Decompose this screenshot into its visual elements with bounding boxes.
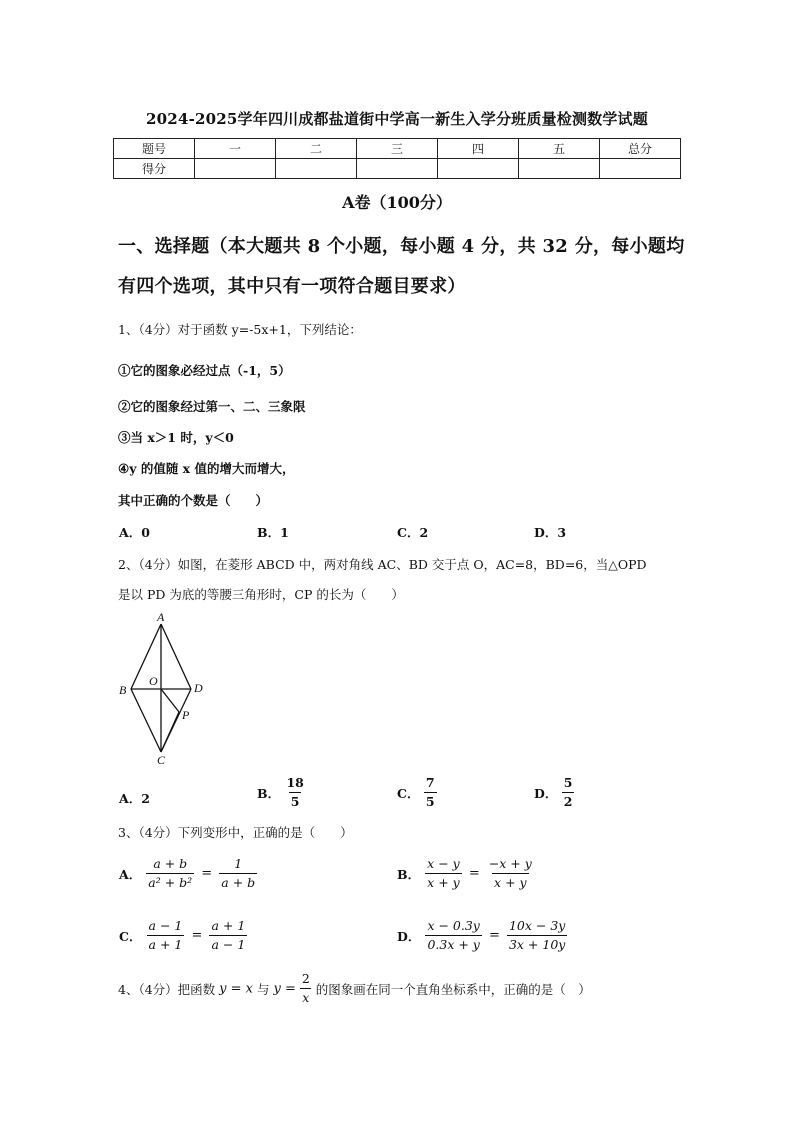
numerator: x − 0.3y: [427, 918, 480, 933]
score-table-header-cell: 一: [195, 139, 276, 159]
section-heading-line1: 一、选择题（本大题共 8 个小题，每小题 4 分，共 32 分，每小题均: [118, 236, 685, 257]
q2-stem-line1: 2、（4分）如图，在菱形 ABCD 中，两对角线 AC、BD 交于点 O，AC=8，BD=6，当△OPD: [118, 557, 647, 572]
q2-option-c-fraction: [424, 776, 437, 810]
q1-option-b[interactable]: B．1: [257, 525, 289, 540]
q4-function-2-left: y =: [273, 981, 296, 997]
q1-stem: 1、（4分）对于函数 y=-5x+1，下列结论：: [118, 322, 362, 337]
q4-function-2-fraction: [300, 972, 312, 1006]
q1-question: 其中正确的个数是（ ）: [118, 493, 269, 508]
label-d: D: [194, 681, 203, 695]
q3-c-left-fraction: [147, 919, 185, 953]
q1-statement-4: ④y 的值随 x 值的增大而增大，: [118, 461, 295, 476]
volume-a-heading: A卷（100分）: [342, 193, 452, 212]
denominator: a + 1: [148, 937, 183, 953]
denominator: a² + b²: [148, 875, 193, 891]
score-cell[interactable]: [438, 159, 519, 179]
edge-bc: [131, 689, 161, 752]
q3-a-left-fraction: [146, 857, 194, 891]
segment-op: [161, 689, 179, 712]
numerator: 5: [563, 775, 573, 790]
label-c: C: [157, 753, 166, 767]
q1-statement-3: ③当 x＞1 时，y＜0: [118, 430, 234, 445]
q2-option-b-fraction: [284, 776, 305, 810]
q3-a-right-fraction: [219, 857, 257, 891]
score-table-header-cell: 二: [276, 139, 357, 159]
denominator: x: [302, 990, 310, 1006]
equals-sign: =: [468, 866, 480, 882]
q3-c-right-fraction: [209, 919, 247, 953]
denominator: 3x + 10y: [508, 937, 566, 953]
label-p: P: [182, 708, 190, 722]
rhombus-figure: [110, 608, 220, 768]
q2-option-a-value: 2: [141, 791, 150, 806]
denominator: 5: [425, 794, 435, 810]
q2-option-d-fraction: [562, 776, 575, 810]
score-cell[interactable]: [195, 159, 276, 179]
score-cell[interactable]: [519, 159, 600, 179]
denominator: a + b: [221, 875, 256, 891]
denominator: 0.3x + y: [427, 937, 480, 953]
q3-option-c-label: C．: [119, 928, 142, 944]
numerator: 18: [286, 775, 304, 790]
segment-cp: [161, 712, 179, 752]
label-b: B: [119, 683, 127, 697]
score-table-header-cell: 五: [519, 139, 600, 159]
q2-option-b-label: B．: [257, 785, 281, 801]
score-table-score-row: [114, 159, 681, 179]
q3-option-b-label: B．: [397, 866, 421, 882]
score-table-header-row: [114, 139, 681, 159]
page-title: 2024-2025学年四川成都盐道街中学高一新生入学分班质量检测数学试题: [146, 110, 648, 128]
q3-stem: 3、（4分）下列变形中，正确的是（ ）: [118, 825, 353, 840]
numerator: a − 1: [148, 918, 183, 933]
q1-option-d[interactable]: D．3: [534, 525, 567, 540]
q3-option-d[interactable]: [397, 919, 567, 953]
denominator: x + y: [427, 875, 460, 891]
q4-stem: [118, 972, 591, 1006]
q1-option-c[interactable]: C．2: [397, 525, 429, 540]
numerator: −x + y: [488, 856, 532, 871]
q3-b-right-fraction: [487, 857, 534, 891]
numerator: 7: [425, 775, 435, 790]
q1-statement-2: ②它的图象经过第一、二、三象限: [118, 399, 306, 414]
q2-option-a[interactable]: [119, 789, 150, 807]
equals-sign: =: [191, 928, 203, 944]
numerator: 1: [234, 856, 243, 871]
q2-option-b[interactable]: [257, 776, 306, 810]
numerator: x − y: [427, 856, 460, 871]
q3-d-left-fraction: [425, 919, 481, 953]
denominator: x + y: [494, 875, 527, 891]
q1-option-a[interactable]: A．0: [119, 525, 150, 540]
equals-sign: =: [488, 928, 500, 944]
q4-text-post: 的图象画在同一个直角坐标系中，正确的是（ ）: [315, 981, 591, 997]
score-cell[interactable]: [276, 159, 357, 179]
q2-stem-line2: 是以 PD 为底的等腰三角形时，CP 的长为（ ）: [118, 587, 404, 602]
q4-text-mid: 与: [256, 981, 270, 997]
score-table-header-cell: 题号: [114, 139, 195, 159]
q3-b-left-fraction: [425, 857, 462, 891]
denominator: 2: [563, 794, 573, 810]
q2-option-a-label: A．: [119, 791, 142, 806]
q2-option-d[interactable]: [534, 776, 574, 810]
q3-option-a-label: A．: [119, 866, 142, 882]
q1-statement-1: ①它的图象必经过点（-1，5）: [118, 363, 291, 378]
q2-option-c[interactable]: [397, 776, 437, 810]
q3-d-right-fraction: [507, 919, 567, 953]
score-cell[interactable]: [357, 159, 438, 179]
score-table-header-cell: 总分: [600, 139, 681, 159]
section-heading-line2: 有四个选项，其中只有一项符合题目要求）: [118, 276, 466, 297]
label-a: A: [157, 610, 165, 624]
numerator: 2: [301, 971, 310, 986]
numerator: 10x − 3y: [508, 918, 566, 933]
q3-option-c[interactable]: [119, 919, 247, 953]
q4-text-pre: 4、（4分）把函数: [118, 981, 216, 997]
score-cell[interactable]: [600, 159, 681, 179]
q3-option-b[interactable]: [397, 857, 534, 891]
equals-sign: =: [201, 866, 213, 882]
q3-option-a[interactable]: [119, 857, 257, 891]
q3-option-d-label: D．: [397, 928, 421, 944]
label-o: O: [149, 674, 158, 688]
score-table-header-cell: 四: [438, 139, 519, 159]
numerator: a + b: [153, 856, 188, 871]
score-table-header-cell: 三: [357, 139, 438, 159]
numerator: a + 1: [211, 918, 246, 933]
score-row-label: 得分: [114, 159, 195, 179]
q2-option-d-label: D．: [534, 785, 558, 801]
score-table: [113, 138, 681, 179]
edge-ad: [161, 624, 191, 689]
denominator: 5: [290, 794, 300, 810]
q2-option-c-label: C．: [397, 785, 420, 801]
denominator: a − 1: [211, 937, 246, 953]
q4-function-1: y = x: [219, 981, 253, 997]
